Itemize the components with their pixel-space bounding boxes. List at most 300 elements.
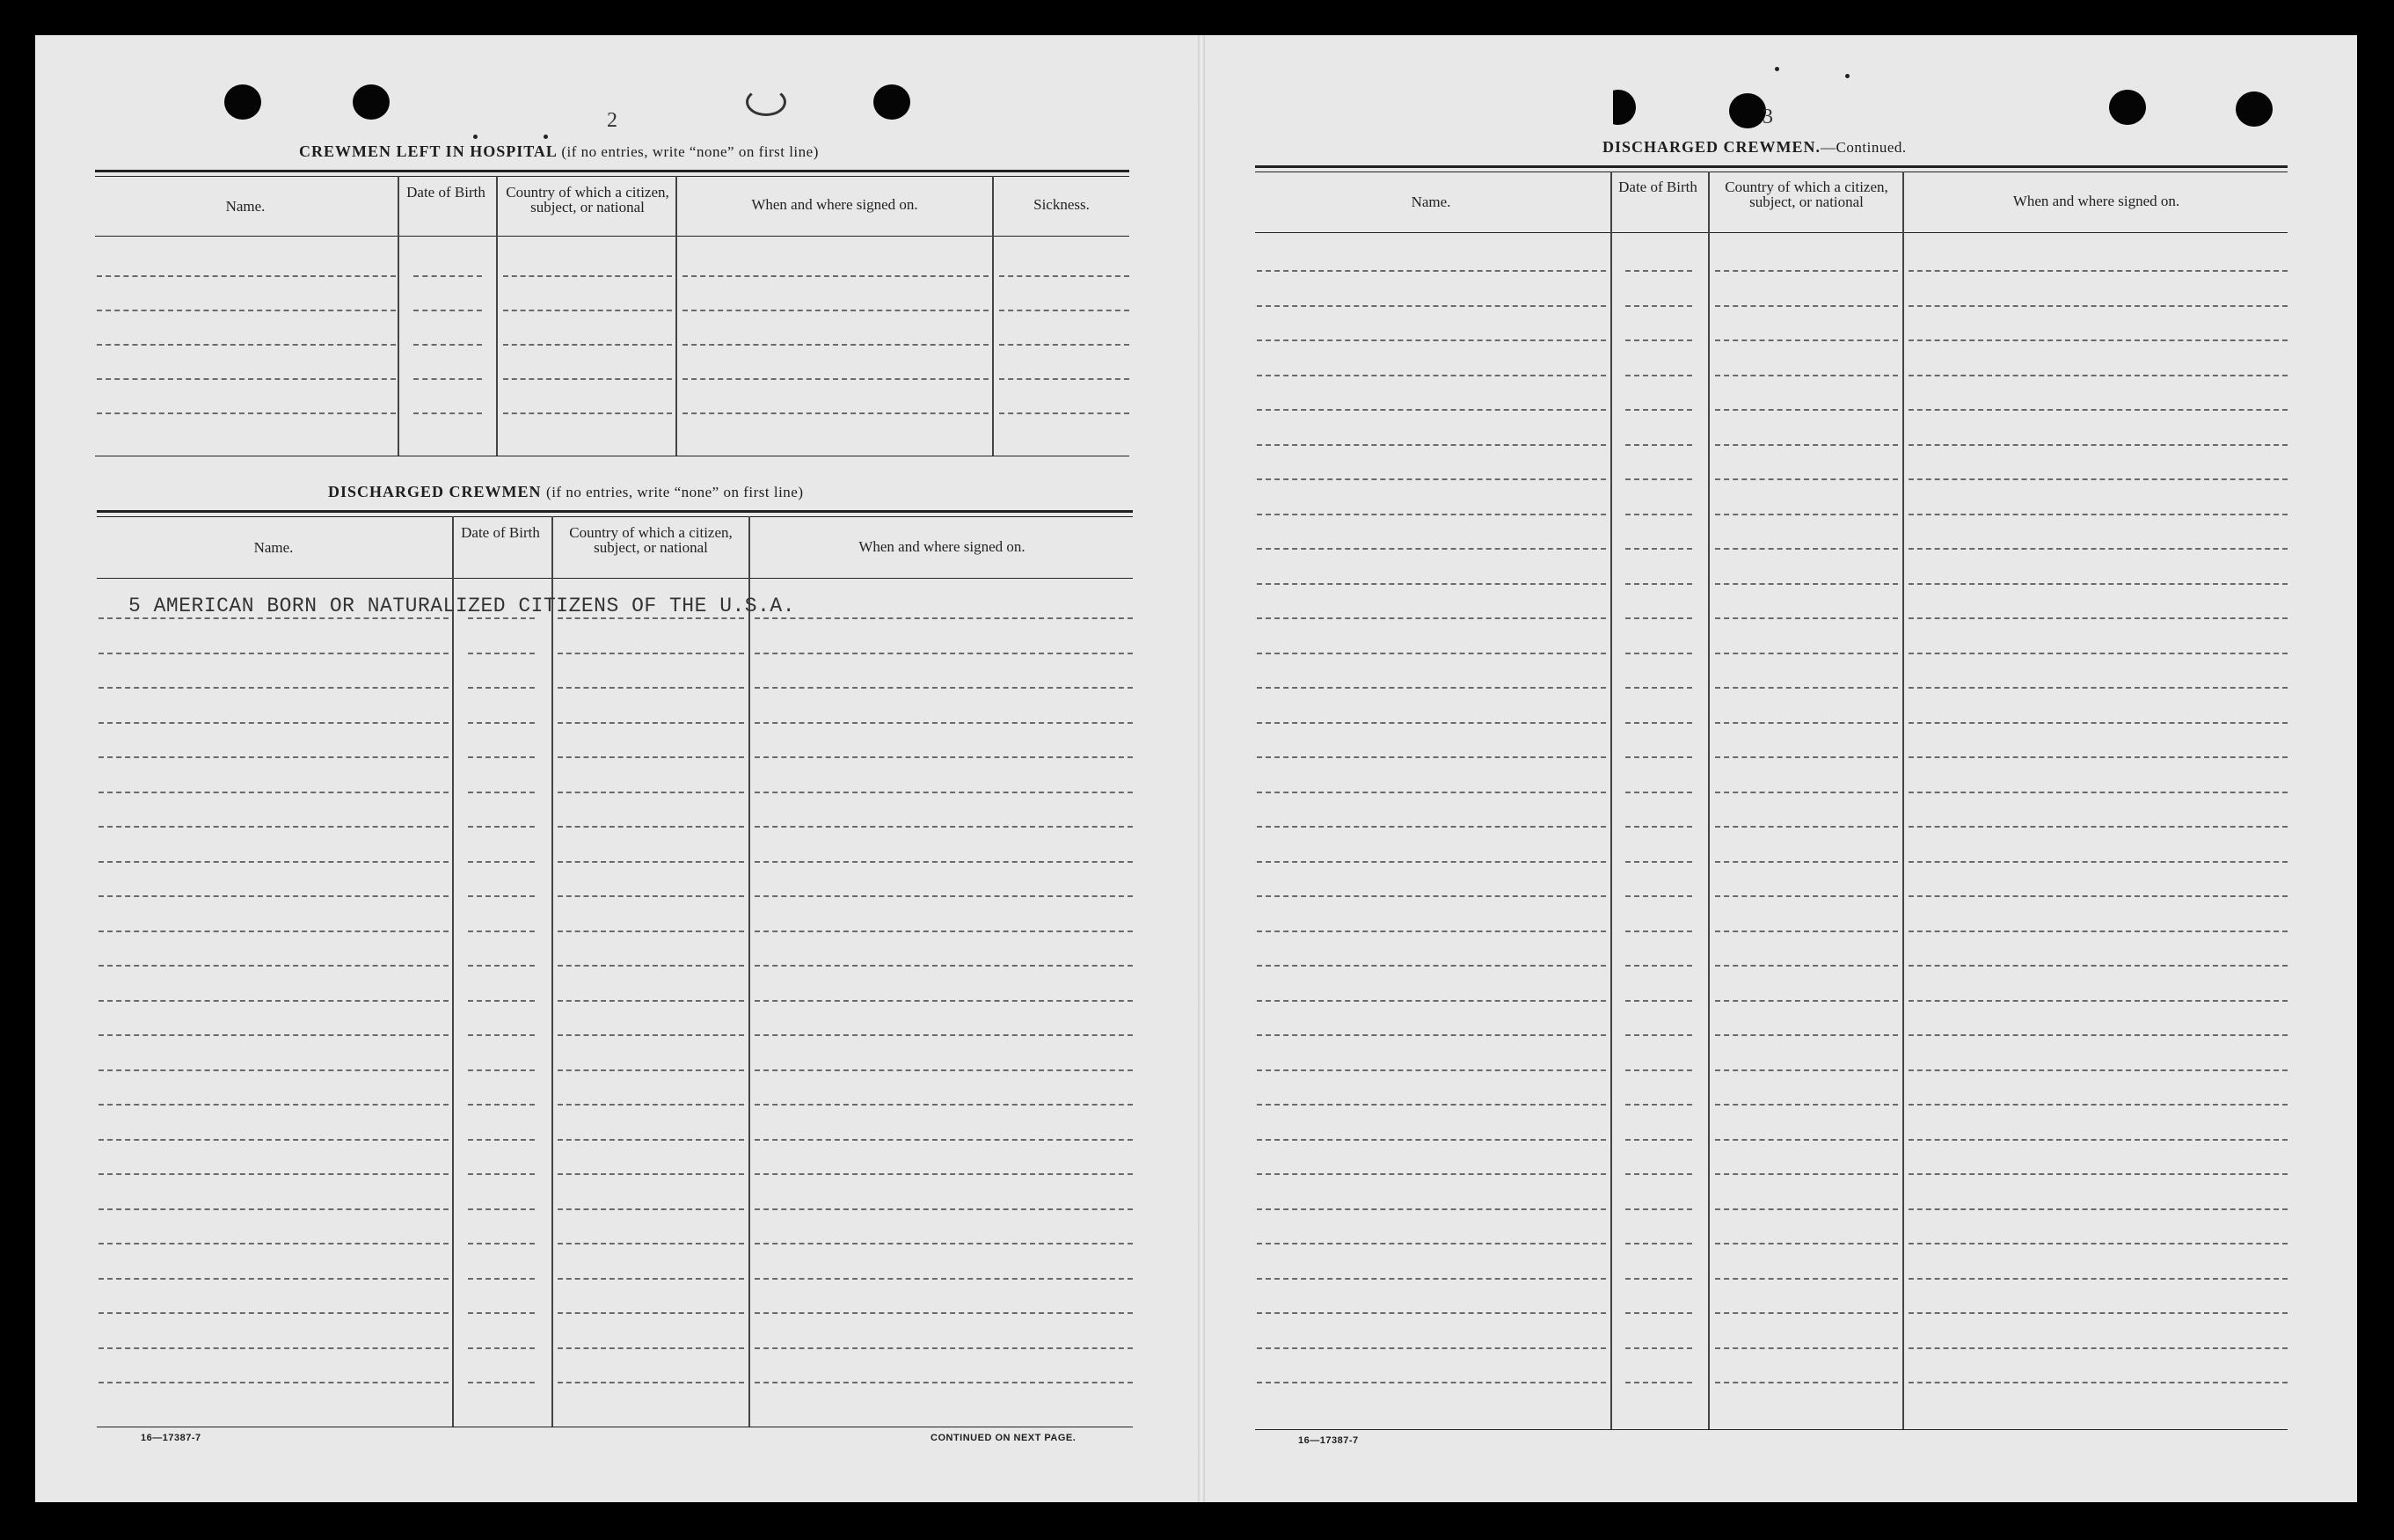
entry-line[interactable] bbox=[1909, 409, 2288, 411]
punch-hole bbox=[873, 84, 910, 120]
discharged-divider bbox=[551, 516, 553, 1427]
entry-line[interactable] bbox=[1257, 687, 1606, 689]
entry-line[interactable] bbox=[1625, 339, 1692, 341]
entry-line[interactable] bbox=[999, 378, 1129, 380]
entry-line[interactable] bbox=[99, 722, 449, 724]
entry-line[interactable] bbox=[99, 792, 449, 793]
entry-line[interactable] bbox=[999, 310, 1129, 311]
entry-line[interactable] bbox=[1715, 1208, 1898, 1210]
entry-line[interactable] bbox=[755, 1173, 1133, 1175]
entry-line[interactable] bbox=[97, 275, 396, 277]
entry-line[interactable] bbox=[99, 1104, 449, 1106]
entry-line[interactable] bbox=[755, 1312, 1133, 1314]
entry-line[interactable] bbox=[1715, 1104, 1898, 1106]
entry-line[interactable] bbox=[468, 1243, 535, 1244]
entry-line[interactable] bbox=[99, 861, 449, 863]
entry-line[interactable] bbox=[1257, 1000, 1606, 1002]
continued-note: CONTINUED ON NEXT PAGE. bbox=[931, 1433, 1077, 1443]
entry-line[interactable] bbox=[1625, 375, 1692, 376]
entry-line[interactable] bbox=[1625, 1139, 1692, 1141]
entry-line[interactable] bbox=[1625, 687, 1692, 689]
entry-line[interactable] bbox=[558, 1173, 744, 1175]
entry-line[interactable] bbox=[1625, 548, 1692, 550]
entry-line[interactable] bbox=[1625, 583, 1692, 585]
entry-line[interactable] bbox=[755, 1382, 1133, 1383]
entry-line[interactable] bbox=[1715, 444, 1898, 446]
entry-line[interactable] bbox=[1625, 1347, 1692, 1349]
entry-line[interactable] bbox=[1257, 583, 1606, 585]
entry-line[interactable] bbox=[1625, 1208, 1692, 1210]
hospital-col-when: When and where signed on. bbox=[751, 196, 918, 213]
entry-line[interactable] bbox=[468, 1312, 535, 1314]
entry-line[interactable] bbox=[1625, 931, 1692, 932]
entry-line[interactable] bbox=[1625, 722, 1692, 724]
entry-line[interactable] bbox=[1909, 1382, 2288, 1383]
entry-line[interactable] bbox=[1625, 826, 1692, 828]
entry-line[interactable] bbox=[1909, 861, 2288, 863]
continued-divider bbox=[1708, 172, 1710, 1429]
continued-divider bbox=[1902, 172, 1904, 1429]
entry-line[interactable] bbox=[1257, 305, 1606, 307]
discharged-continued-title bbox=[1602, 138, 1907, 157]
continued-col-country: Country of which a citizen, subject, or national bbox=[1725, 179, 1888, 210]
entry-line[interactable] bbox=[558, 1139, 744, 1141]
entry-line[interactable] bbox=[1625, 1312, 1692, 1314]
entry-line[interactable] bbox=[558, 965, 744, 967]
entry-line[interactable] bbox=[1257, 1034, 1606, 1036]
entry-line[interactable] bbox=[1909, 1034, 2288, 1036]
entry-line[interactable] bbox=[1625, 1034, 1692, 1036]
entry-line[interactable] bbox=[413, 344, 482, 346]
right-page bbox=[1205, 35, 2357, 1502]
entry-line[interactable] bbox=[468, 756, 535, 758]
page-number: 2 bbox=[607, 109, 617, 132]
entry-line[interactable] bbox=[755, 965, 1133, 967]
entry-line[interactable] bbox=[413, 275, 482, 277]
continued-title-text: DISCHARGED CREWMEN. bbox=[1602, 138, 1821, 156]
entry-line[interactable] bbox=[1909, 756, 2288, 758]
entry-line[interactable] bbox=[1257, 375, 1606, 376]
entry-line[interactable] bbox=[468, 617, 535, 619]
entry-line[interactable] bbox=[1625, 1243, 1692, 1244]
entry-line[interactable] bbox=[558, 1104, 744, 1106]
entry-line[interactable] bbox=[558, 931, 744, 932]
entry-line[interactable] bbox=[1909, 1173, 2288, 1175]
entry-line[interactable] bbox=[1625, 305, 1692, 307]
entry-line[interactable] bbox=[558, 1243, 744, 1244]
entry-line[interactable] bbox=[1257, 478, 1606, 480]
entry-line[interactable] bbox=[682, 378, 989, 380]
punch-hole bbox=[224, 84, 261, 120]
entry-line[interactable] bbox=[558, 826, 744, 828]
entry-line[interactable] bbox=[1715, 1034, 1898, 1036]
speck bbox=[1845, 74, 1850, 78]
entry-line[interactable] bbox=[468, 931, 535, 932]
entry-line[interactable] bbox=[1625, 409, 1692, 411]
entry-line[interactable] bbox=[1625, 478, 1692, 480]
entry-line[interactable] bbox=[1909, 444, 2288, 446]
entry-line[interactable] bbox=[682, 344, 989, 346]
entry-line[interactable] bbox=[558, 1382, 744, 1383]
entry-line[interactable] bbox=[468, 1173, 535, 1175]
entry-line[interactable] bbox=[1257, 548, 1606, 550]
entry-line[interactable] bbox=[1257, 895, 1606, 897]
entry-line[interactable] bbox=[1909, 375, 2288, 376]
entry-line[interactable] bbox=[755, 653, 1133, 654]
speck bbox=[473, 135, 478, 139]
discharged-title-text: DISCHARGED CREWMEN bbox=[328, 483, 542, 500]
entry-line[interactable] bbox=[558, 861, 744, 863]
entry-line[interactable] bbox=[1909, 1243, 2288, 1244]
entry-line[interactable] bbox=[558, 1347, 744, 1349]
entry-line[interactable] bbox=[99, 1069, 449, 1071]
punch-hole bbox=[2236, 91, 2273, 127]
entry-line[interactable] bbox=[1715, 548, 1898, 550]
entry-line[interactable] bbox=[1257, 409, 1606, 411]
entry-line[interactable] bbox=[99, 965, 449, 967]
punch-hole bbox=[353, 84, 390, 120]
entry-line[interactable] bbox=[558, 687, 744, 689]
entry-line[interactable] bbox=[1715, 1382, 1898, 1383]
entry-line[interactable] bbox=[558, 756, 744, 758]
entry-line[interactable] bbox=[755, 861, 1133, 863]
entry-line[interactable] bbox=[1715, 514, 1898, 515]
entry-line[interactable] bbox=[1909, 931, 2288, 932]
entry-line[interactable] bbox=[755, 1000, 1133, 1002]
entry-line[interactable] bbox=[1715, 1000, 1898, 1002]
entry-line[interactable] bbox=[1715, 931, 1898, 932]
discharged-top-rule-2 bbox=[97, 516, 1133, 517]
entry-line[interactable] bbox=[99, 1034, 449, 1036]
entry-line[interactable] bbox=[468, 1104, 535, 1106]
entry-line[interactable] bbox=[1257, 965, 1606, 967]
hospital-col-sickness: Sickness. bbox=[1033, 196, 1090, 213]
entry-line[interactable] bbox=[1909, 722, 2288, 724]
entry-line[interactable] bbox=[1909, 895, 2288, 897]
entry-line[interactable] bbox=[468, 653, 535, 654]
entry-line[interactable] bbox=[1909, 270, 2288, 272]
entry-line[interactable] bbox=[1715, 409, 1898, 411]
entry-line[interactable] bbox=[99, 1173, 449, 1175]
entry-line[interactable] bbox=[1257, 1347, 1606, 1349]
entry-line[interactable] bbox=[99, 826, 449, 828]
entry-line[interactable] bbox=[1909, 965, 2288, 967]
entry-line[interactable] bbox=[1625, 756, 1692, 758]
entry-line[interactable] bbox=[1625, 1173, 1692, 1175]
entry-line[interactable] bbox=[1715, 1173, 1898, 1175]
page-fold bbox=[1198, 35, 1205, 1502]
entry-line[interactable] bbox=[558, 792, 744, 793]
entry-line[interactable] bbox=[1625, 1069, 1692, 1071]
page-number: 3 bbox=[1763, 106, 1773, 128]
entry-line[interactable] bbox=[1257, 1312, 1606, 1314]
entry-line[interactable] bbox=[682, 412, 989, 414]
entry-line[interactable] bbox=[1909, 1312, 2288, 1314]
entry-line[interactable] bbox=[1715, 583, 1898, 585]
entry-line[interactable] bbox=[558, 1278, 744, 1280]
entry-line[interactable] bbox=[1909, 478, 2288, 480]
entry-line[interactable] bbox=[1909, 1000, 2288, 1002]
entry-line[interactable] bbox=[1909, 653, 2288, 654]
entry-line[interactable] bbox=[1257, 931, 1606, 932]
entry-line[interactable] bbox=[755, 826, 1133, 828]
entry-line[interactable] bbox=[468, 965, 535, 967]
entry-line[interactable] bbox=[503, 412, 672, 414]
entry-line[interactable] bbox=[1715, 478, 1898, 480]
entry-line[interactable] bbox=[99, 1000, 449, 1002]
entry-line[interactable] bbox=[468, 687, 535, 689]
entry-line[interactable] bbox=[558, 1208, 744, 1210]
entry-line[interactable] bbox=[1909, 1139, 2288, 1141]
punch-hole bbox=[2109, 90, 2146, 125]
entry-line[interactable] bbox=[1909, 1278, 2288, 1280]
entry-line[interactable] bbox=[99, 1347, 449, 1349]
entry-line[interactable] bbox=[1625, 1278, 1692, 1280]
entry-line[interactable] bbox=[755, 792, 1133, 793]
entry-line[interactable] bbox=[1715, 653, 1898, 654]
entry-line[interactable] bbox=[413, 412, 482, 414]
entry-line[interactable] bbox=[468, 1382, 535, 1383]
entry-line[interactable] bbox=[99, 756, 449, 758]
speck bbox=[544, 135, 548, 139]
entry-line[interactable] bbox=[1257, 514, 1606, 515]
entry-line[interactable] bbox=[1715, 1139, 1898, 1141]
entry-line[interactable] bbox=[1909, 339, 2288, 341]
entry-line[interactable] bbox=[1625, 895, 1692, 897]
entry-line[interactable] bbox=[1625, 1382, 1692, 1383]
entry-line[interactable] bbox=[1257, 1382, 1606, 1383]
entry-line[interactable] bbox=[558, 722, 744, 724]
continued-header-rule bbox=[1255, 232, 2288, 233]
entry-line[interactable] bbox=[1257, 339, 1606, 341]
entry-line[interactable] bbox=[503, 344, 672, 346]
entry-line[interactable] bbox=[755, 895, 1133, 897]
entry-line[interactable] bbox=[99, 1278, 449, 1280]
entry-line[interactable] bbox=[1625, 965, 1692, 967]
entry-line[interactable] bbox=[682, 275, 989, 277]
entry-line[interactable] bbox=[1625, 444, 1692, 446]
entry-line[interactable] bbox=[99, 931, 449, 932]
entry-line[interactable] bbox=[468, 1034, 535, 1036]
entry-line[interactable] bbox=[755, 722, 1133, 724]
entry-line[interactable] bbox=[1257, 722, 1606, 724]
entry-line[interactable] bbox=[558, 1312, 744, 1314]
entry-line[interactable] bbox=[1257, 1173, 1606, 1175]
entry-line[interactable] bbox=[468, 1278, 535, 1280]
entry-line[interactable] bbox=[99, 687, 449, 689]
entry-line[interactable] bbox=[1715, 1312, 1898, 1314]
entry-line[interactable] bbox=[1909, 617, 2288, 619]
entry-line[interactable] bbox=[99, 1243, 449, 1244]
entry-line[interactable] bbox=[468, 1208, 535, 1210]
entry-line[interactable] bbox=[558, 895, 744, 897]
entry-line[interactable] bbox=[755, 1034, 1133, 1036]
entry-line[interactable] bbox=[1715, 339, 1898, 341]
entry-line[interactable] bbox=[1909, 687, 2288, 689]
entry-line[interactable] bbox=[1715, 965, 1898, 967]
entry-line[interactable] bbox=[468, 1000, 535, 1002]
entry-line[interactable] bbox=[1909, 583, 2288, 585]
entry-line[interactable] bbox=[1909, 305, 2288, 307]
discharged-col-dob: Date of Birth bbox=[461, 524, 540, 541]
entry-line[interactable] bbox=[1257, 1278, 1606, 1280]
entry-line[interactable] bbox=[97, 412, 396, 414]
entry-line[interactable] bbox=[1909, 1208, 2288, 1210]
entry-line[interactable] bbox=[1257, 1208, 1606, 1210]
entry-line[interactable] bbox=[468, 1069, 535, 1071]
entry-line[interactable] bbox=[468, 826, 535, 828]
hospital-divider bbox=[675, 176, 677, 456]
entry-line[interactable] bbox=[99, 653, 449, 654]
entry-line[interactable] bbox=[468, 895, 535, 897]
form-number: 16—17387-7 bbox=[141, 1433, 201, 1443]
entry-line[interactable] bbox=[755, 931, 1133, 932]
entry-line[interactable] bbox=[468, 861, 535, 863]
entry-line[interactable] bbox=[1257, 617, 1606, 619]
entry-line[interactable] bbox=[1715, 1069, 1898, 1071]
entry-line[interactable] bbox=[1257, 653, 1606, 654]
continued-bottom-rule bbox=[1255, 1429, 2288, 1430]
entry-line[interactable] bbox=[1715, 1278, 1898, 1280]
entry-line[interactable] bbox=[999, 275, 1129, 277]
entry-line[interactable] bbox=[99, 1312, 449, 1314]
entry-line[interactable] bbox=[1909, 1347, 2288, 1349]
entry-line[interactable] bbox=[1257, 1069, 1606, 1071]
entry-line[interactable] bbox=[503, 310, 672, 311]
hospital-title-text: CREWMEN LEFT IN HOSPITAL bbox=[299, 142, 557, 160]
hospital-section-title bbox=[299, 142, 819, 161]
entry-line[interactable] bbox=[1715, 861, 1898, 863]
hospital-col-name: Name. bbox=[225, 198, 266, 215]
entry-line[interactable] bbox=[755, 1069, 1133, 1071]
entry-line[interactable] bbox=[413, 310, 482, 311]
entry-line[interactable] bbox=[1257, 1139, 1606, 1141]
hospital-col-dob: Date of Birth bbox=[406, 184, 485, 201]
entry-line[interactable] bbox=[1625, 653, 1692, 654]
entry-line[interactable] bbox=[1257, 1104, 1606, 1106]
entry-line[interactable] bbox=[755, 617, 1133, 619]
hospital-divider bbox=[398, 176, 399, 456]
discharged-col-country: Country of which a citizen, subject, or national bbox=[569, 524, 733, 556]
entry-line[interactable] bbox=[1625, 617, 1692, 619]
discharged-col-name: Name. bbox=[253, 539, 294, 556]
entry-line[interactable] bbox=[1909, 792, 2288, 793]
hospital-divider bbox=[992, 176, 994, 456]
continued-col-name: Name. bbox=[1411, 193, 1451, 210]
entry-line[interactable] bbox=[1909, 514, 2288, 515]
hospital-top-rule bbox=[95, 170, 1129, 172]
entry-line[interactable] bbox=[97, 378, 396, 380]
form-number: 16—17387-7 bbox=[1298, 1435, 1359, 1446]
entry-line[interactable] bbox=[468, 792, 535, 793]
entry-line[interactable] bbox=[1715, 617, 1898, 619]
entry-line[interactable] bbox=[468, 722, 535, 724]
entry-line[interactable] bbox=[99, 1382, 449, 1383]
entry-line[interactable] bbox=[1257, 756, 1606, 758]
continued-divider bbox=[1610, 172, 1612, 1429]
entry-line[interactable] bbox=[1715, 305, 1898, 307]
entry-line[interactable] bbox=[1715, 1243, 1898, 1244]
entry-line[interactable] bbox=[1257, 1243, 1606, 1244]
entry-line[interactable] bbox=[1909, 826, 2288, 828]
entry-line[interactable] bbox=[1715, 826, 1898, 828]
discharged-divider bbox=[748, 516, 750, 1427]
entry-line[interactable] bbox=[1625, 270, 1692, 272]
entry-line[interactable] bbox=[1257, 270, 1606, 272]
entry-line[interactable] bbox=[755, 1243, 1133, 1244]
entry-line[interactable] bbox=[558, 1069, 744, 1071]
entry-line[interactable] bbox=[1715, 687, 1898, 689]
entry-line[interactable] bbox=[97, 344, 396, 346]
entry-line[interactable] bbox=[1625, 861, 1692, 863]
entry-line[interactable] bbox=[468, 1139, 535, 1141]
discharged-section-title bbox=[328, 483, 804, 501]
entry-line[interactable] bbox=[755, 1347, 1133, 1349]
entry-line[interactable] bbox=[755, 1139, 1133, 1141]
entry-line[interactable] bbox=[1715, 895, 1898, 897]
entry-line[interactable] bbox=[755, 687, 1133, 689]
entry-line[interactable] bbox=[1257, 444, 1606, 446]
entry-line[interactable] bbox=[999, 344, 1129, 346]
left-page bbox=[35, 35, 1198, 1502]
entry-line[interactable] bbox=[1715, 375, 1898, 376]
entry-line[interactable] bbox=[558, 1000, 744, 1002]
entry-line[interactable] bbox=[99, 1208, 449, 1210]
continued-col-dob: Date of Birth bbox=[1618, 179, 1697, 195]
entry-line[interactable] bbox=[1909, 1069, 2288, 1071]
entry-line[interactable] bbox=[99, 617, 449, 619]
entry-line[interactable] bbox=[1625, 514, 1692, 515]
entry-line[interactable] bbox=[1909, 1104, 2288, 1106]
entry-line[interactable] bbox=[1625, 1000, 1692, 1002]
entry-line[interactable] bbox=[999, 412, 1129, 414]
entry-line[interactable] bbox=[97, 310, 396, 311]
entry-line[interactable] bbox=[503, 378, 672, 380]
entry-line[interactable] bbox=[1625, 792, 1692, 793]
continued-top-rule bbox=[1255, 165, 2288, 168]
entry-line[interactable] bbox=[1625, 1104, 1692, 1106]
punch-hole bbox=[746, 88, 786, 116]
entry-line[interactable] bbox=[1909, 548, 2288, 550]
discharged-header-rule bbox=[97, 578, 1133, 579]
entry-line[interactable] bbox=[755, 756, 1133, 758]
entry-line[interactable] bbox=[755, 1278, 1133, 1280]
entry-line[interactable] bbox=[558, 1034, 744, 1036]
continued-col-when: When and where signed on. bbox=[2012, 193, 2180, 209]
entry-line[interactable] bbox=[1715, 1347, 1898, 1349]
entry-line[interactable] bbox=[1715, 756, 1898, 758]
entry-line[interactable] bbox=[1715, 722, 1898, 724]
discharged-col-when: When and where signed on. bbox=[858, 538, 1025, 555]
entry-line[interactable] bbox=[1715, 792, 1898, 793]
entry-line[interactable] bbox=[1257, 792, 1606, 793]
continued-title-note: —Continued. bbox=[1821, 139, 1907, 156]
entry-line[interactable] bbox=[99, 895, 449, 897]
entry-line[interactable] bbox=[682, 310, 989, 311]
entry-line[interactable] bbox=[1257, 861, 1606, 863]
entry-line[interactable] bbox=[1715, 270, 1898, 272]
entry-line[interactable] bbox=[558, 617, 744, 619]
entry-line[interactable] bbox=[558, 653, 744, 654]
entry-line[interactable] bbox=[755, 1104, 1133, 1106]
entry-line[interactable] bbox=[99, 1139, 449, 1141]
entry-line[interactable] bbox=[755, 1208, 1133, 1210]
entry-line[interactable] bbox=[503, 275, 672, 277]
entry-line[interactable] bbox=[1257, 826, 1606, 828]
entry-line[interactable] bbox=[468, 1347, 535, 1349]
entry-line[interactable] bbox=[413, 378, 482, 380]
hospital-col-country: Country of which a citizen, subject, or national bbox=[506, 184, 669, 215]
